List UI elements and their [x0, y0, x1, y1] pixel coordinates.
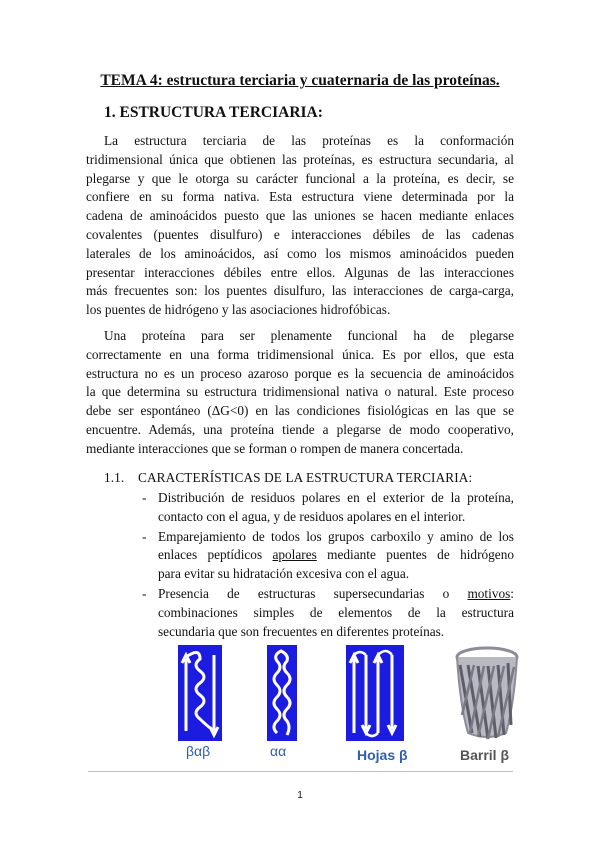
- text-line: encuentre. Además, una proteína tiende a plegarse de modo cooperativo,: [86, 421, 514, 437]
- text-line: más frecuentes son: los puentes disulfuro, las interacciones de carga-carga,: [86, 283, 514, 299]
- list-item: [138, 528, 514, 584]
- footer-divider: [88, 771, 513, 772]
- subsection-number: 1.1.: [104, 470, 125, 485]
- text-line: Presencia de estructuras supersecundarias o motivos:: [158, 585, 514, 601]
- alpha-alpha-diagram: [267, 645, 297, 741]
- section-heading: 1. ESTRUCTURA TERCIARIA:: [104, 104, 323, 121]
- figure-label: βαβ: [186, 743, 211, 759]
- text-line: cadena de aminoácidos puesto que las uniones se hacen mediante enlaces: [86, 208, 514, 224]
- text-line: contacto con el agua, y de residuos apolares en el interior.: [158, 508, 466, 524]
- beta-alpha-beta-diagram: [178, 645, 222, 741]
- list-item: [138, 489, 514, 527]
- text-line: covalentes (puentes disulfuro) e interacciones débiles de las cadenas: [86, 226, 514, 242]
- text-line: los puentes de hidrógeno y las asociaciones hidrofóbicas.: [86, 302, 391, 318]
- figure-label: αα: [270, 743, 287, 759]
- text-line: presentar interacciones débiles entre ellos. Algunas de las interacciones: [86, 264, 514, 280]
- subsection-title: CARACTERÍSTICAS DE LA ESTRUCTURA TERCIARIA:: [138, 470, 473, 485]
- text-line: mediante interacciones que se forman o rompen de manera concertada.: [86, 440, 464, 456]
- figure-label: Barril β: [460, 747, 510, 763]
- text-line: La estructura terciaria de las proteínas es la conformación: [104, 133, 514, 148]
- text-line: enlaces peptídicos apolares mediante puentes de hidrógeno: [158, 547, 514, 563]
- text-line: tridimensional única que obtienen las proteínas, es estructura secundaria, al: [86, 151, 514, 167]
- bullet-dash: -: [142, 585, 147, 601]
- supersecondary-motifs-figure: [160, 645, 520, 770]
- text-line: debe ser espontáneo (ΔG<0) en las condiciones fisiológicas en las que se: [86, 403, 514, 419]
- beta-barrel-diagram: [454, 645, 520, 741]
- text-line: Emparejamiento de todos los grupos carboxilo y amino de los: [158, 528, 514, 544]
- underlined-term: apolares: [272, 547, 317, 563]
- subsection-heading: [104, 470, 472, 486]
- text-line: confiere en su forma nativa. Esta estructura viene determinada por la: [86, 189, 514, 205]
- bullet-dash: -: [142, 528, 147, 544]
- text-line: secundaria que son frecuentes en diferentes proteínas.: [158, 623, 445, 639]
- text-line: Una proteína para ser plenamente funcional ha de plegarse: [104, 328, 514, 343]
- bullet-list: [138, 489, 514, 642]
- figure-label: Hojas β: [357, 747, 408, 763]
- underlined-term: motivos: [467, 585, 511, 601]
- text-line: estructura no es un proceso azaroso porque es la secuencia de aminoácidos: [86, 365, 514, 381]
- text-line: combinaciones simples de elementos de la estructura: [158, 604, 514, 620]
- text-line: plegarse y que le otorga su carácter funcional a la proteína, es decir, se: [86, 170, 514, 186]
- text-line: para evitar su hidratación excesiva con el agua.: [158, 566, 410, 582]
- page-number: 1: [297, 790, 303, 801]
- bullet-dash: -: [142, 490, 147, 505]
- list-item: [138, 585, 514, 641]
- text-line: laterales de los aminoácidos, así como los mismos aminoácidos pueden: [86, 245, 514, 261]
- text-line: Distribución de residuos polares en el exterior de la proteína,: [158, 490, 514, 505]
- page-title: TEMA 4: estructura terciaria y cuaternaria de las proteínas.: [100, 72, 500, 89]
- beta-sheet-diagram: [346, 645, 404, 741]
- text-line: correctamente en una forma tridimensional única. Es por ellos, que esta: [86, 346, 514, 362]
- text-line: la que determina su estructura tridimensional nativa o natural. Este proceso: [86, 384, 514, 400]
- paragraph-2: [86, 327, 514, 459]
- paragraph-1: [86, 132, 514, 320]
